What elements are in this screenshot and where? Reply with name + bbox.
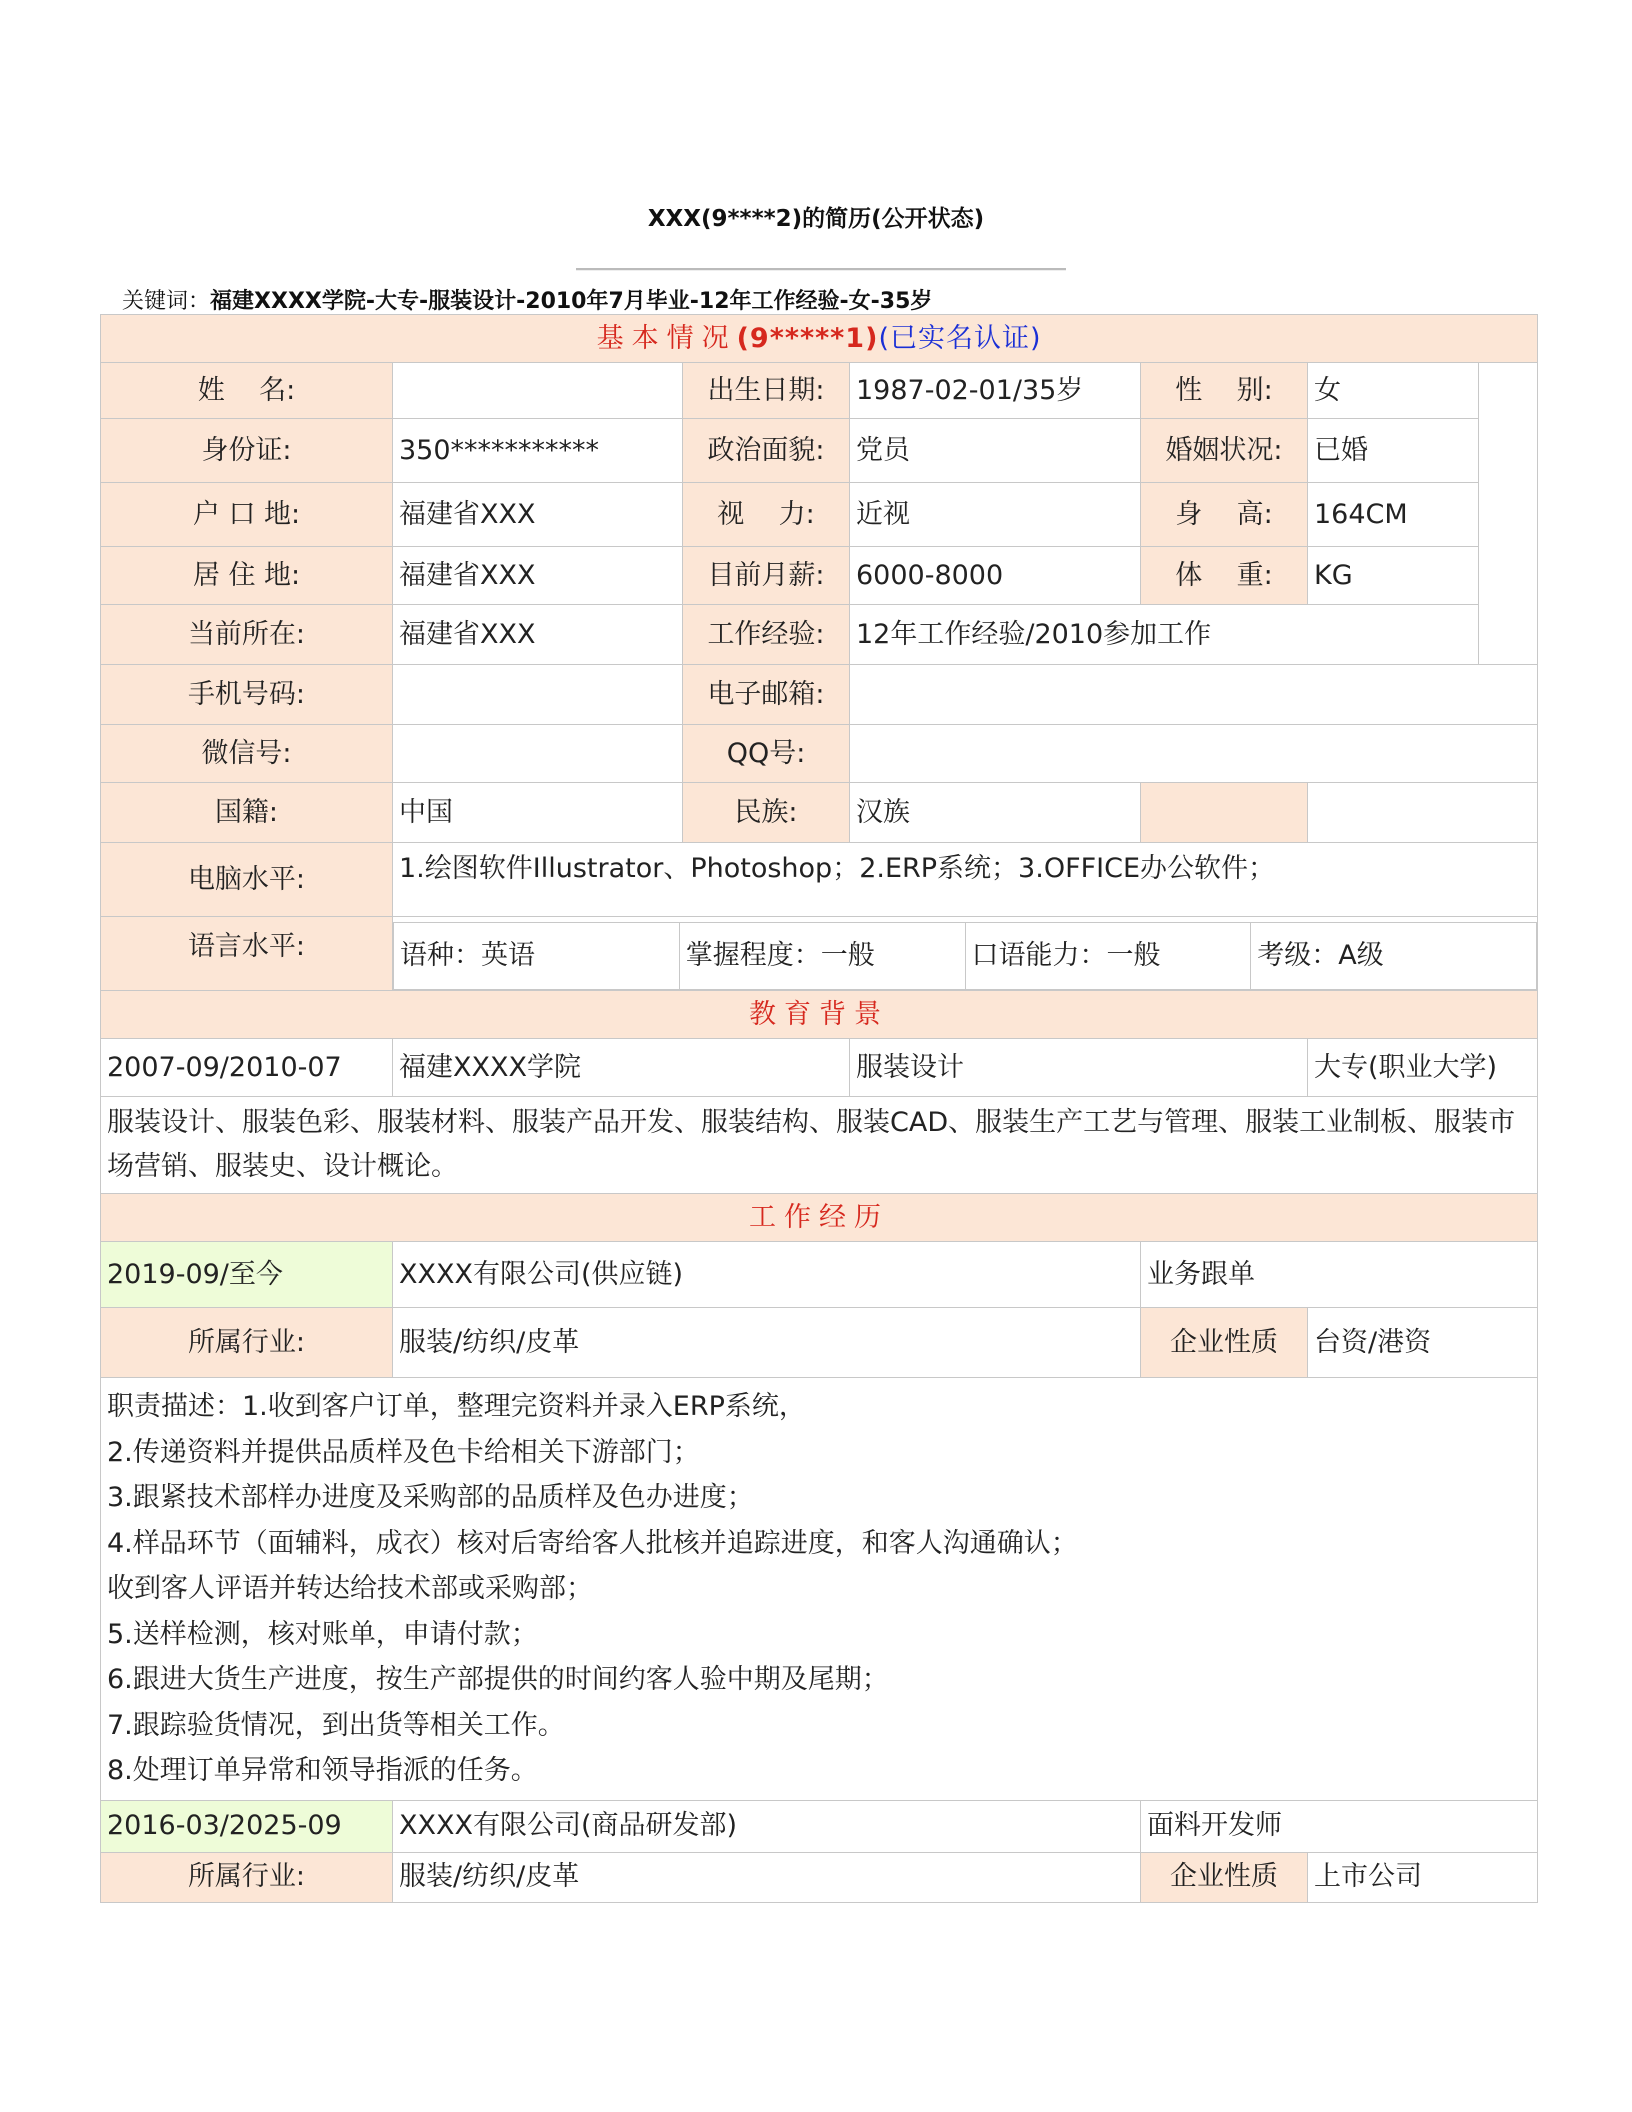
language-subtable	[393, 922, 1537, 990]
phone-value	[393, 665, 683, 725]
education-school: 福建XXXX学院	[393, 1039, 850, 1097]
vision-label: 视 力:	[683, 483, 850, 547]
duty-line: 3.跟紧技术部样办进度及采购部的品质样及色办进度；	[107, 1482, 754, 1513]
gender-value: 女	[1308, 363, 1479, 419]
birth-value: 1987-02-01/35岁	[850, 363, 1141, 419]
photo-area	[1479, 363, 1538, 665]
weight-value: KG	[1308, 547, 1479, 605]
duty-line: 职责描述：1.收到客户订单，整理完资料并录入ERP系统，	[107, 1391, 806, 1422]
resume-table	[100, 314, 1538, 1903]
duty-line: 2.传递资料并提供品质样及色卡给相关下游部门；	[107, 1436, 700, 1468]
gender-label: 性 别:	[1141, 363, 1308, 419]
experience-value: 12年工作经验/2010参加工作	[850, 605, 1479, 665]
basic-section-title: 基本情况	[596, 322, 737, 354]
duty-line: 7.跟踪验货情况，到出货等相关工作。	[107, 1709, 565, 1741]
computer-skill-label: 电脑水平:	[101, 843, 393, 917]
resume-title: XXX(9****2)的简历(公开状态)	[647, 206, 985, 232]
weight-label: 体 重:	[1141, 547, 1308, 605]
language-grade: 考级：A级	[1251, 923, 1537, 990]
language-type: 语种：英语	[394, 923, 680, 990]
marital-label: 婚姻状况:	[1141, 419, 1308, 483]
basic-id-code: (9*****1)	[736, 322, 879, 354]
qq-label: QQ号:	[683, 725, 850, 783]
idcard-label: 身份证:	[101, 419, 393, 483]
height-value: 164CM	[1308, 483, 1479, 547]
keywords-label: 关键词：	[122, 289, 211, 314]
idcard-value: 350***********	[393, 419, 683, 483]
height-label: 身 高:	[1141, 483, 1308, 547]
name-value	[393, 363, 683, 419]
qq-value	[850, 725, 1538, 783]
residence-value: 福建省XXX	[393, 547, 683, 605]
job-industry: 服装/纺织/皮革	[393, 1308, 1141, 1378]
verified-badge: (已实名认证)	[878, 322, 1042, 354]
hukou-value: 福建省XXX	[393, 483, 683, 547]
salary-label: 目前月薪:	[683, 547, 850, 605]
education-section-header: 教育背景	[101, 991, 1538, 1039]
education-courses: 服装设计、服装色彩、服装材料、服装产品开发、服装结构、服装CAD、服装生产工艺与管理、服装工业制板、服装市场营销、服装史、设计概论。	[101, 1097, 1538, 1194]
current-location-value: 福建省XXX	[393, 605, 683, 665]
current-location-label: 当前所在:	[101, 605, 393, 665]
keywords-text: 福建XXXX学院-大专-服装设计-2010年7月毕业-12年工作经验-女-35岁	[210, 289, 933, 314]
hukou-label: 户 口 地:	[101, 483, 393, 547]
job-industry: 服装/纺织/皮革	[393, 1852, 1141, 1902]
work-section-header: 工作经历	[101, 1194, 1538, 1242]
job-duties	[101, 1378, 1538, 1801]
political-label: 政治面貌:	[683, 419, 850, 483]
ethnicity-value: 汉族	[850, 783, 1141, 843]
name-label: 姓 名:	[101, 363, 393, 419]
duty-line: 4.样品环节（面辅料，成衣）核对后寄给客人批核并追踪进度，和客人沟通确认；	[107, 1527, 1078, 1559]
political-value: 党员	[850, 419, 1141, 483]
job-nature-label: 企业性质	[1141, 1308, 1308, 1378]
email-label: 电子邮箱:	[683, 665, 850, 725]
language-oral: 口语能力：一般	[965, 923, 1251, 990]
duty-line: 8.处理订单异常和领导指派的任务。	[107, 1755, 538, 1786]
language-mastery: 掌握程度：一般	[679, 923, 965, 990]
job-nature: 上市公司	[1308, 1852, 1538, 1902]
job-position: 面料开发师	[1141, 1800, 1538, 1852]
ethnicity-label: 民族:	[683, 783, 850, 843]
duty-line: 收到客人评语并转达给技术部或采购部；	[107, 1573, 593, 1604]
keywords-line	[122, 284, 932, 315]
job-position: 业务跟单	[1141, 1242, 1538, 1308]
job-nature-label: 企业性质	[1141, 1852, 1308, 1902]
nationality-label: 国籍:	[101, 783, 393, 843]
vision-value: 近视	[850, 483, 1141, 547]
duty-line: 6.跟进大货生产进度，按生产部提供的时间约客人验中期及尾期；	[107, 1664, 889, 1695]
residence-label: 居 住 地:	[101, 547, 393, 605]
education-period: 2007-09/2010-07	[101, 1039, 393, 1097]
salary-value: 6000-8000	[850, 547, 1141, 605]
job-period: 2019-09/至今	[101, 1242, 393, 1308]
language-label: 语言水平:	[101, 917, 393, 991]
job-industry-label: 所属行业:	[101, 1852, 393, 1902]
title-divider	[576, 268, 1066, 271]
language-details	[393, 917, 1538, 991]
duty-line: 5.送样检测，核对账单，申请付款；	[107, 1618, 538, 1650]
job-company: XXXX有限公司(供应链)	[393, 1242, 1141, 1308]
job-nature: 台资/港资	[1308, 1308, 1538, 1378]
phone-label: 手机号码:	[101, 665, 393, 725]
email-value	[850, 665, 1538, 725]
wechat-value	[393, 725, 683, 783]
blank-value-cell	[1308, 783, 1538, 843]
birth-label: 出生日期:	[683, 363, 850, 419]
wechat-label: 微信号:	[101, 725, 393, 783]
job-industry-label: 所属行业:	[101, 1308, 393, 1378]
basic-section-header	[101, 315, 1538, 363]
job-period: 2016-03/2025-09	[101, 1800, 393, 1852]
blank-label-cell	[1141, 783, 1308, 843]
experience-label: 工作经验:	[683, 605, 850, 665]
job-company: XXXX有限公司(商品研发部)	[393, 1800, 1141, 1852]
education-degree: 大专(职业大学)	[1308, 1039, 1538, 1097]
computer-skill-value: 1.绘图软件Illustrator、Photoshop；2.ERP系统；3.OFFICE办公软件；	[393, 843, 1538, 917]
education-major: 服装设计	[850, 1039, 1308, 1097]
marital-value: 已婚	[1308, 419, 1479, 483]
nationality-value: 中国	[393, 783, 683, 843]
